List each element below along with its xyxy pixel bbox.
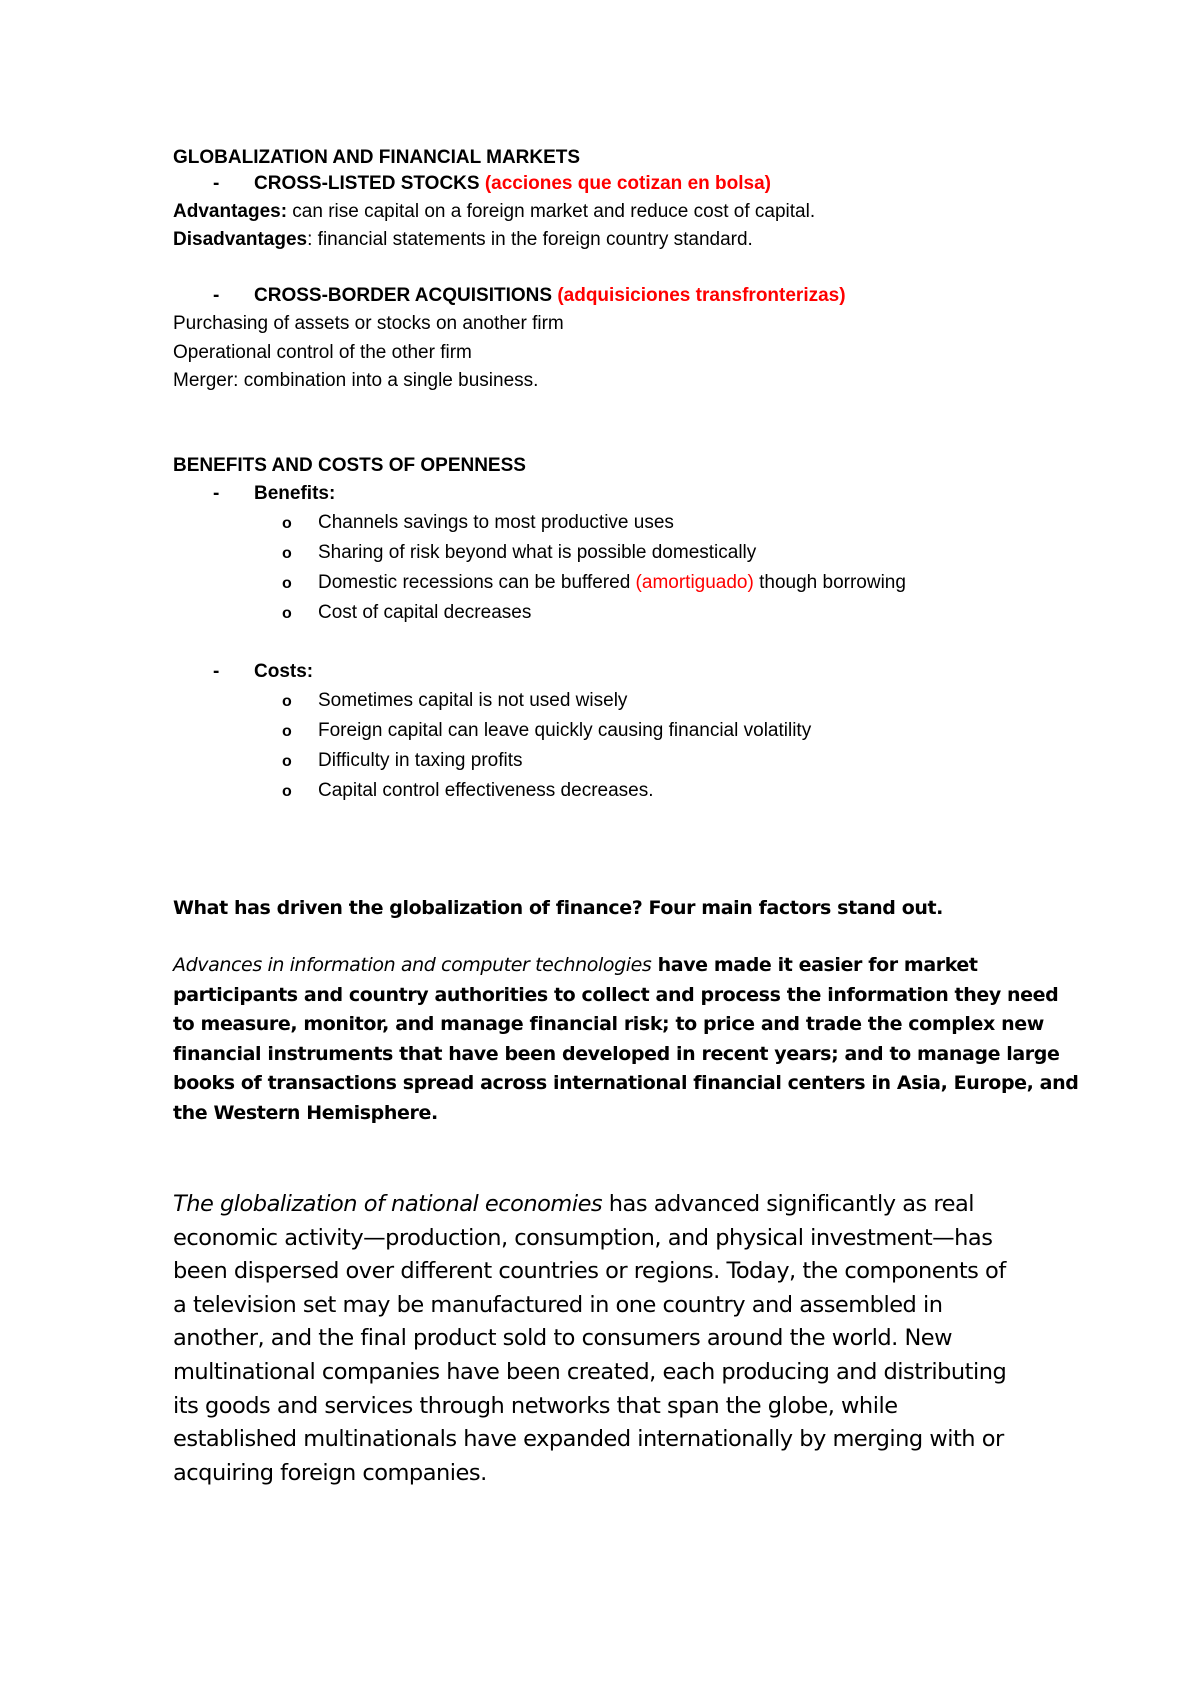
advantages-label: Advantages: <box>173 201 288 222</box>
text-line: Operational control of the other firm <box>173 342 472 363</box>
advantages-line <box>173 200 815 224</box>
item-label: CROSS-BORDER ACQUISITIONS <box>254 285 553 306</box>
benefits-label: Benefits: <box>254 483 336 504</box>
benefit-translation: (amortiguado) <box>635 572 754 593</box>
section-title-globalization: GLOBALIZATION AND FINANCIAL MARKETS <box>173 147 581 168</box>
cost-item: Foreign capital can leave quickly causing financial volatility <box>318 720 812 741</box>
circle-bullet-icon: o <box>282 723 292 740</box>
circle-bullet-icon: o <box>282 693 292 710</box>
costs-label: Costs: <box>254 661 314 682</box>
paragraph-line: economic activity—production, consumption, and physical investment—has <box>173 1224 993 1251</box>
paragraph-line: established multinationals have expanded internationally by merging with or <box>173 1426 1004 1453</box>
benefit-item <box>318 571 906 595</box>
cost-item: Capital control effectiveness decreases. <box>318 780 654 801</box>
circle-bullet-icon: o <box>282 575 292 592</box>
question-heading: What has driven the globalization of finance? Four main factors stand out. <box>173 897 943 919</box>
paragraph-line: books of transactions spread across international financial centers in Asia, Europe, and <box>173 1072 1079 1094</box>
dash-bullet: - <box>213 483 220 504</box>
item-translation: (adquisiciones transfronterizas) <box>557 285 846 306</box>
paragraph-line: financial instruments that have been developed in recent years; and to manage large <box>173 1042 1060 1065</box>
list-item-cross-listed <box>213 172 771 196</box>
benefit-item: Sharing of risk beyond what is possible domestically <box>318 542 757 563</box>
paragraph-line: another, and the final product sold to consumers around the world. New <box>173 1325 953 1352</box>
disadvantages-text: : financial statements in the foreign country standard. <box>307 229 753 250</box>
disadvantages-line <box>173 228 753 252</box>
circle-bullet-icon: o <box>282 605 292 622</box>
paragraph-globalization <box>173 1188 1053 1490</box>
line-text: has advanced significantly as real <box>602 1191 974 1217</box>
cost-item: Sometimes capital is not used wisely <box>318 690 628 711</box>
circle-bullet-icon: o <box>282 515 292 532</box>
list-item-benefits <box>213 482 335 506</box>
list-item-costs <box>213 660 313 684</box>
line-text: have made it easier for market <box>651 954 978 976</box>
paragraph-line <box>173 1188 1053 1222</box>
paragraph-line: to measure, monitor, and manage financial risk; to price and trade the complex new <box>173 1013 1044 1035</box>
dash-bullet: - <box>213 661 220 682</box>
paragraph-line: acquiring foreign companies. <box>173 1459 487 1486</box>
item-translation: (acciones que cotizan en bolsa) <box>484 173 771 194</box>
cost-item: Difficulty in taxing profits <box>318 750 523 771</box>
italic-phrase: Advances in information and computer technologies <box>173 954 652 976</box>
circle-bullet-icon: o <box>282 545 292 562</box>
benefit-item: Channels savings to most productive uses <box>318 512 674 533</box>
dash-bullet: - <box>213 285 220 306</box>
text-line: Purchasing of assets or stocks on another firm <box>173 313 564 334</box>
paragraph-advances <box>173 951 1079 1128</box>
list-item-cross-border <box>213 284 846 308</box>
paragraph-line: its goods and services through networks that span the globe, while <box>173 1392 898 1419</box>
benefit-text: Domestic recessions can be buffered <box>318 572 636 593</box>
paragraph-line: participants and country authorities to collect and process the information they need <box>173 983 1059 1006</box>
circle-bullet-icon: o <box>282 783 292 800</box>
paragraph-line: multinational companies have been created, each producing and distributing <box>173 1358 1007 1385</box>
benefit-item: Cost of capital decreases <box>318 602 532 623</box>
paragraph-line: a television set may be manufactured in one country and assembled in <box>173 1291 943 1318</box>
paragraph-line <box>173 951 1053 981</box>
paragraph-line: been dispersed over different countries or regions. Today, the components of <box>173 1258 1006 1285</box>
text-line: Merger: combination into a single business. <box>173 370 539 391</box>
circle-bullet-icon: o <box>282 753 292 770</box>
dash-bullet: - <box>213 173 220 194</box>
advantages-text: can rise capital on a foreign market and reduce cost of capital. <box>287 201 816 222</box>
italic-phrase: The globalization of national economies <box>173 1191 603 1217</box>
section-title-benefits-costs: BENEFITS AND COSTS OF OPENNESS <box>173 455 526 476</box>
paragraph-line: the Western Hemisphere. <box>173 1101 438 1124</box>
item-label: CROSS-LISTED STOCKS <box>254 173 480 194</box>
disadvantages-label: Disadvantages <box>173 229 308 250</box>
benefit-text: though borrowing <box>753 572 906 593</box>
